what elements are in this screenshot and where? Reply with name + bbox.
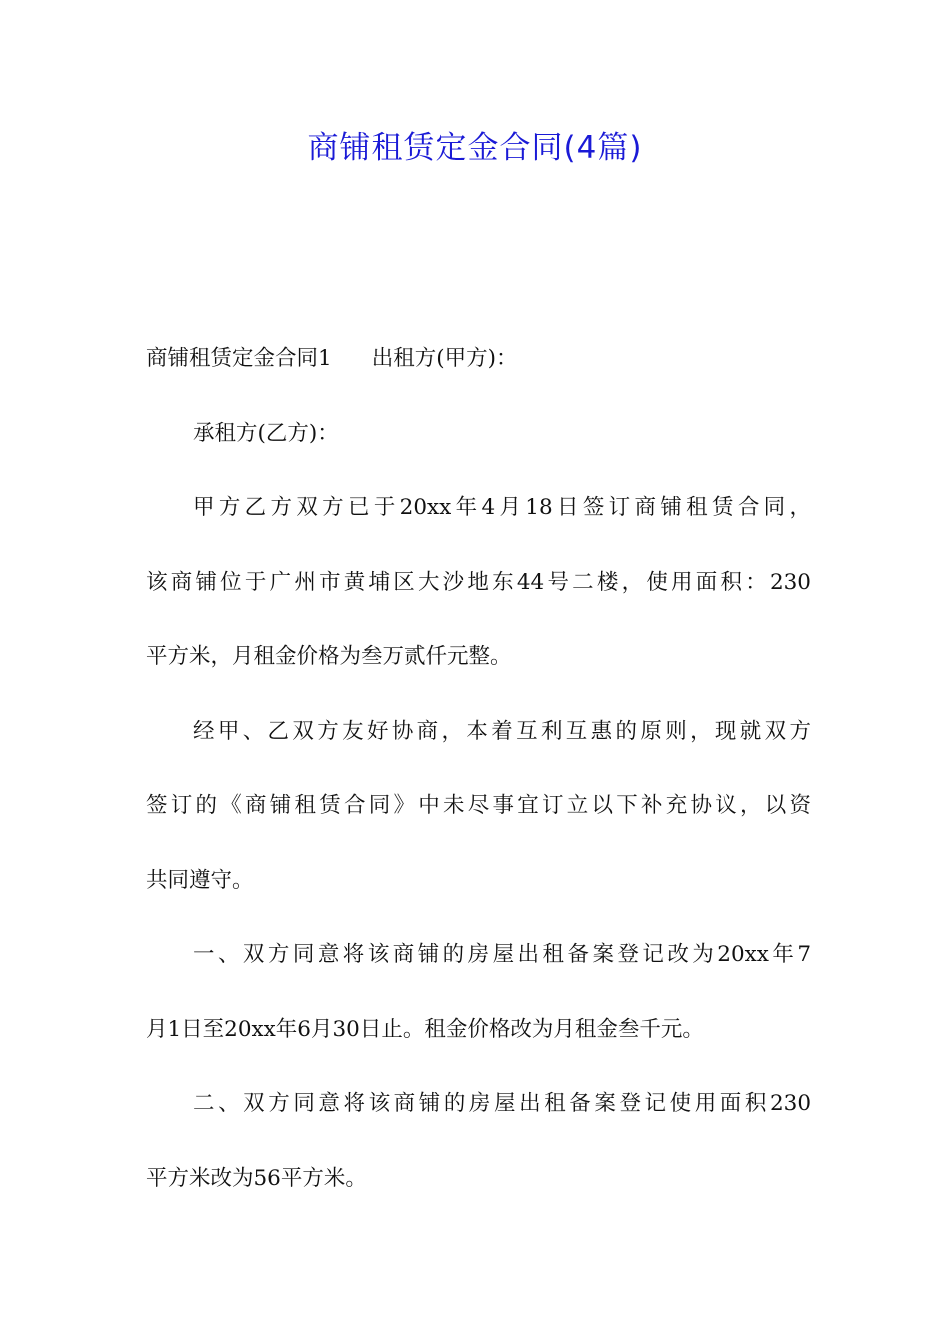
paragraph-line: 该商铺位于广州市黄埔区大沙地东44号二楼，使用面积：230 — [146, 569, 811, 595]
lessee-label: 承租方(乙方)： — [193, 420, 339, 446]
paragraph-line: 平方米，月租金价格为叁万贰仟元整。 — [146, 644, 512, 669]
lessor-label: 出租方(甲方)： — [371, 346, 518, 371]
clause-line: 平方米改为56平方米。 — [146, 1165, 367, 1191]
paragraph-line: 经甲、乙双方友好协商，本着互利互惠的原则，现就双方 — [193, 718, 811, 744]
clause-line: 月1日至20xx年6月30日止。租金价格改为月租金叁千元。 — [146, 1016, 704, 1042]
clause-line: 二、双方同意将该商铺的房屋出租备案登记使用面积230 — [193, 1091, 811, 1116]
document-body — [146, 322, 811, 1216]
contract-heading-line — [146, 322, 811, 397]
paragraph-line: 甲方乙方双方已于20xx年4月18日签订商铺租赁合同， — [193, 495, 811, 520]
clause-line: 一、双方同意将该商铺的房屋出租备案登记改为20xx年7 — [193, 942, 811, 967]
document-title: 商铺租赁定金合同(4篇) — [307, 130, 643, 166]
paragraph-line: 共同遵守。 — [146, 867, 254, 893]
contract-number-label: 商铺租赁定金合同1 — [146, 346, 332, 371]
paragraph-line: 签订的《商铺租赁合同》中未尽事宜订立以下补充协议，以资 — [146, 793, 811, 818]
